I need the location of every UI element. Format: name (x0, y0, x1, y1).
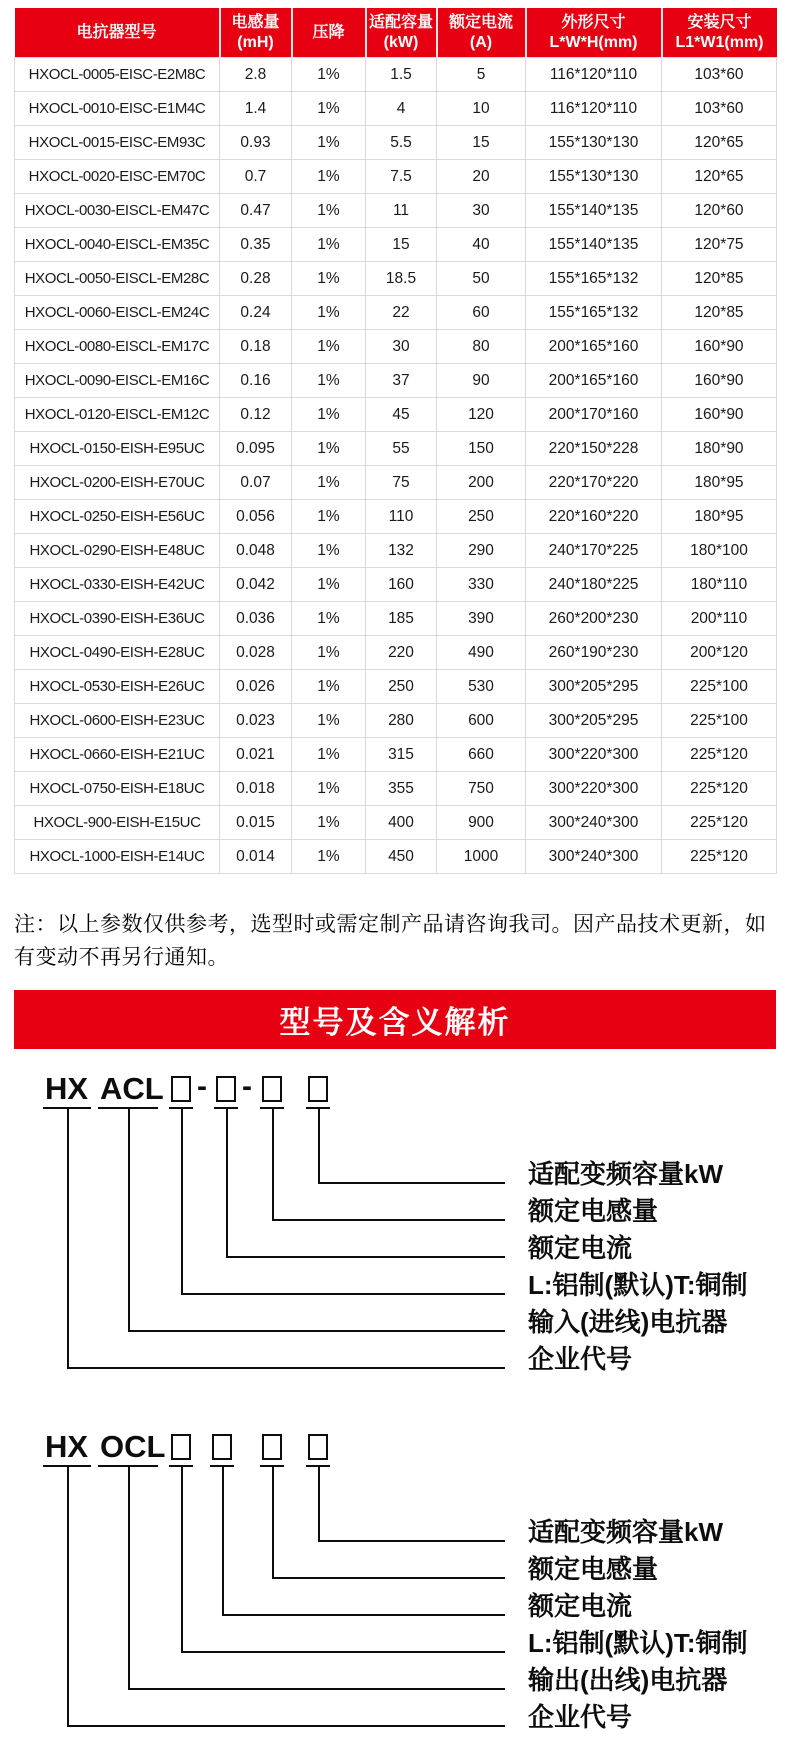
value-cell: 0.018 (220, 772, 292, 806)
value-cell: 132 (366, 534, 437, 568)
value-cell: 50 (437, 262, 526, 296)
model-cell: HXOCL-900-EISH-E15UC (15, 806, 220, 840)
model-placeholder-box (262, 1076, 282, 1102)
header-cell: 外形尺寸 L*W*H(mm) (526, 8, 662, 58)
value-cell: 0.28 (220, 262, 292, 296)
value-cell: 103*60 (662, 58, 777, 92)
model-cell: HXOCL-0530-EISH-E26UC (15, 670, 220, 704)
value-cell: 260*190*230 (526, 636, 662, 670)
value-cell: 0.07 (220, 466, 292, 500)
value-cell: 225*120 (662, 840, 777, 874)
value-cell: 220 (366, 636, 437, 670)
value-cell: 15 (437, 126, 526, 160)
value-cell: 390 (437, 602, 526, 636)
value-cell: 7.5 (366, 160, 437, 194)
value-cell: 0.023 (220, 704, 292, 738)
table-row (15, 58, 777, 92)
value-cell: 10 (437, 92, 526, 126)
model-cell: HXOCL-1000-EISH-E14UC (15, 840, 220, 874)
value-cell: 330 (437, 568, 526, 602)
diagram-label: L:铝制(默认)T:铜制 (528, 1270, 748, 1300)
value-cell: 355 (366, 772, 437, 806)
value-cell: 160*90 (662, 330, 777, 364)
value-cell: 1% (292, 466, 366, 500)
model-placeholder-box (171, 1434, 191, 1460)
value-cell: 11 (366, 194, 437, 228)
value-cell: 225*100 (662, 670, 777, 704)
value-cell: 45 (366, 398, 437, 432)
model-placeholder-box (262, 1434, 282, 1460)
model-code-text: OCL (100, 1429, 166, 1464)
value-cell: 220*160*220 (526, 500, 662, 534)
table-row (15, 636, 777, 670)
table-row (15, 500, 777, 534)
value-cell: 120 (437, 398, 526, 432)
value-cell: 225*100 (662, 704, 777, 738)
value-cell: 0.036 (220, 602, 292, 636)
value-cell: 5.5 (366, 126, 437, 160)
value-cell: 160 (366, 568, 437, 602)
value-cell: 1% (292, 704, 366, 738)
table-row (15, 432, 777, 466)
diagram-label: L:铝制(默认)T:铜制 (528, 1628, 748, 1658)
value-cell: 660 (437, 738, 526, 772)
value-cell: 0.028 (220, 636, 292, 670)
table-row (15, 602, 777, 636)
value-cell: 200 (437, 466, 526, 500)
value-cell: 40 (437, 228, 526, 262)
value-cell: 200*120 (662, 636, 777, 670)
value-cell: 1% (292, 840, 366, 874)
value-cell: 530 (437, 670, 526, 704)
connector-line (318, 1467, 505, 1542)
model-cell: HXOCL-0005-EISC-E2M8C (15, 58, 220, 92)
value-cell: 0.7 (220, 160, 292, 194)
value-cell: 300*220*300 (526, 772, 662, 806)
header-cell: 电抗器型号 (15, 8, 220, 58)
value-cell: 0.24 (220, 296, 292, 330)
value-cell: 1% (292, 228, 366, 262)
connector-line (318, 1109, 505, 1184)
model-cell: HXOCL-0050-EISCL-EM28C (15, 262, 220, 296)
value-cell: 200*170*160 (526, 398, 662, 432)
table-row (15, 568, 777, 602)
value-cell: 180*95 (662, 500, 777, 534)
value-cell: 1% (292, 58, 366, 92)
diagram-label: 适配变频容量kW (528, 1517, 724, 1547)
value-cell: 0.021 (220, 738, 292, 772)
value-cell: 150 (437, 432, 526, 466)
value-cell: 900 (437, 806, 526, 840)
value-cell: 0.048 (220, 534, 292, 568)
model-cell: HXOCL-0120-EISCL-EM12C (15, 398, 220, 432)
value-cell: 300*205*295 (526, 704, 662, 738)
value-cell: 300*240*300 (526, 840, 662, 874)
value-cell: 1% (292, 568, 366, 602)
value-cell: 5 (437, 58, 526, 92)
section-banner (14, 990, 776, 1049)
value-cell: 1% (292, 126, 366, 160)
table-row (15, 806, 777, 840)
value-cell: 490 (437, 636, 526, 670)
value-cell: 1.5 (366, 58, 437, 92)
value-cell: 1% (292, 194, 366, 228)
table-row (15, 262, 777, 296)
value-cell: 30 (366, 330, 437, 364)
model-diagram-input-reactor (0, 1071, 790, 1383)
value-cell: 160*90 (662, 364, 777, 398)
spec-table (14, 8, 777, 874)
table-row (15, 466, 777, 500)
value-cell: 120*85 (662, 262, 777, 296)
model-cell: HXOCL-0200-EISH-E70UC (15, 466, 220, 500)
model-placeholder-box (216, 1076, 236, 1102)
value-cell: 60 (437, 296, 526, 330)
value-cell: 225*120 (662, 738, 777, 772)
diagram-label: 额定电感量 (528, 1196, 659, 1226)
value-cell: 180*110 (662, 568, 777, 602)
value-cell: 120*65 (662, 160, 777, 194)
value-cell: 120*65 (662, 126, 777, 160)
value-cell: 1% (292, 432, 366, 466)
value-cell: 750 (437, 772, 526, 806)
value-cell: 4 (366, 92, 437, 126)
value-cell: 2.8 (220, 58, 292, 92)
table-row (15, 160, 777, 194)
model-cell: HXOCL-0010-EISC-E1M4C (15, 92, 220, 126)
value-cell: 20 (437, 160, 526, 194)
value-cell: 250 (366, 670, 437, 704)
value-cell: 0.16 (220, 364, 292, 398)
table-row (15, 364, 777, 398)
model-cell: HXOCL-0330-EISH-E42UC (15, 568, 220, 602)
header-cell: 电感量 (mH) (220, 8, 292, 58)
value-cell: 180*90 (662, 432, 777, 466)
model-code-text: HX (45, 1071, 89, 1106)
value-cell: 600 (437, 704, 526, 738)
value-cell: 0.18 (220, 330, 292, 364)
value-cell: 1% (292, 738, 366, 772)
value-cell: 225*120 (662, 772, 777, 806)
spec-table-header (15, 8, 777, 58)
value-cell: 240*170*225 (526, 534, 662, 568)
header-cell: 安装尺寸 L1*W1(mm) (662, 8, 777, 58)
table-row (15, 704, 777, 738)
table-row (15, 772, 777, 806)
value-cell: 0.93 (220, 126, 292, 160)
model-cell: HXOCL-0020-EISC-EM70C (15, 160, 220, 194)
value-cell: 300*205*295 (526, 670, 662, 704)
value-cell: 0.47 (220, 194, 292, 228)
model-cell: HXOCL-0490-EISH-E28UC (15, 636, 220, 670)
table-row (15, 398, 777, 432)
diagram-label: 额定电流 (528, 1233, 633, 1263)
value-cell: 1.4 (220, 92, 292, 126)
section-banner-title: 型号及含义解析 (279, 1005, 511, 1040)
diagram-label: 额定电流 (528, 1591, 633, 1621)
value-cell: 1000 (437, 840, 526, 874)
model-cell: HXOCL-0060-EISCL-EM24C (15, 296, 220, 330)
table-row (15, 194, 777, 228)
value-cell: 400 (366, 806, 437, 840)
value-cell: 155*140*135 (526, 228, 662, 262)
model-cell: HXOCL-0030-EISCL-EM47C (15, 194, 220, 228)
diagram-label: 输入(进线)电抗器 (528, 1307, 728, 1337)
model-placeholder-box (171, 1076, 191, 1102)
model-placeholder-box (308, 1076, 328, 1102)
value-cell: 300*240*300 (526, 806, 662, 840)
model-code-text: ACL (100, 1071, 164, 1106)
value-cell: 260*200*230 (526, 602, 662, 636)
value-cell: 0.095 (220, 432, 292, 466)
model-cell: HXOCL-0750-EISH-E18UC (15, 772, 220, 806)
value-cell: 185 (366, 602, 437, 636)
value-cell: 37 (366, 364, 437, 398)
value-cell: 220*150*228 (526, 432, 662, 466)
value-cell: 90 (437, 364, 526, 398)
value-cell: 315 (366, 738, 437, 772)
value-cell: 1% (292, 806, 366, 840)
model-cell: HXOCL-0660-EISH-E21UC (15, 738, 220, 772)
model-placeholder-box (212, 1434, 232, 1460)
value-cell: 15 (366, 228, 437, 262)
value-cell: 1% (292, 262, 366, 296)
value-cell: 80 (437, 330, 526, 364)
note-text: 注：以上参数仅供参考，选型时或需定制产品请咨询我司。因产品技术更新，如有变动不再另行通知。 (14, 913, 767, 969)
table-row (15, 738, 777, 772)
value-cell: 55 (366, 432, 437, 466)
table-row (15, 840, 777, 874)
model-separator-dash: - (242, 1070, 252, 1103)
value-cell: 1% (292, 602, 366, 636)
value-cell: 220*170*220 (526, 466, 662, 500)
diagram-label: 企业代号 (528, 1702, 633, 1732)
value-cell: 1% (292, 670, 366, 704)
value-cell: 0.056 (220, 500, 292, 534)
model-cell: HXOCL-0080-EISCL-EM17C (15, 330, 220, 364)
model-separator-dash: - (197, 1070, 207, 1103)
model-cell: HXOCL-0290-EISH-E48UC (15, 534, 220, 568)
value-cell: 180*100 (662, 534, 777, 568)
value-cell: 155*165*132 (526, 262, 662, 296)
diagram-label: 输出(出线)电抗器 (528, 1665, 728, 1695)
header-cell: 适配容量 (kW) (366, 8, 437, 58)
value-cell: 0.026 (220, 670, 292, 704)
value-cell: 0.12 (220, 398, 292, 432)
value-cell: 1% (292, 534, 366, 568)
value-cell: 160*90 (662, 398, 777, 432)
model-cell: HXOCL-0150-EISH-E95UC (15, 432, 220, 466)
value-cell: 1% (292, 92, 366, 126)
value-cell: 22 (366, 296, 437, 330)
model-cell: HXOCL-0040-EISCL-EM35C (15, 228, 220, 262)
model-cell: HXOCL-0600-EISH-E23UC (15, 704, 220, 738)
value-cell: 0.042 (220, 568, 292, 602)
value-cell: 200*165*160 (526, 364, 662, 398)
value-cell: 18.5 (366, 262, 437, 296)
value-cell: 250 (437, 500, 526, 534)
value-cell: 103*60 (662, 92, 777, 126)
value-cell: 1% (292, 364, 366, 398)
table-row (15, 92, 777, 126)
value-cell: 280 (366, 704, 437, 738)
model-code-text: HX (45, 1429, 89, 1464)
value-cell: 0.35 (220, 228, 292, 262)
diagram-label: 适配变频容量kW (528, 1159, 724, 1189)
table-row (15, 126, 777, 160)
value-cell: 200*110 (662, 602, 777, 636)
table-row (15, 330, 777, 364)
value-cell: 120*85 (662, 296, 777, 330)
value-cell: 290 (437, 534, 526, 568)
value-cell: 120*60 (662, 194, 777, 228)
table-row (15, 228, 777, 262)
model-cell: HXOCL-0390-EISH-E36UC (15, 602, 220, 636)
value-cell: 155*140*135 (526, 194, 662, 228)
value-cell: 300*220*300 (526, 738, 662, 772)
value-cell: 155*130*130 (526, 160, 662, 194)
value-cell: 30 (437, 194, 526, 228)
value-cell: 1% (292, 398, 366, 432)
header-cell: 额定电流 (A) (437, 8, 526, 58)
table-row (15, 296, 777, 330)
value-cell: 200*165*160 (526, 330, 662, 364)
value-cell: 75 (366, 466, 437, 500)
value-cell: 1% (292, 772, 366, 806)
value-cell: 225*120 (662, 806, 777, 840)
header-cell: 压降 (292, 8, 366, 58)
value-cell: 120*75 (662, 228, 777, 262)
value-cell: 1% (292, 330, 366, 364)
model-placeholder-box (308, 1434, 328, 1460)
value-cell: 240*180*225 (526, 568, 662, 602)
model-diagram-output-reactor (0, 1429, 790, 1741)
value-cell: 155*165*132 (526, 296, 662, 330)
diagram-label: 企业代号 (528, 1344, 633, 1374)
value-cell: 1% (292, 500, 366, 534)
model-cell: HXOCL-0250-EISH-E56UC (15, 500, 220, 534)
value-cell: 116*120*110 (526, 58, 662, 92)
value-cell: 110 (366, 500, 437, 534)
value-cell: 180*95 (662, 466, 777, 500)
value-cell: 155*130*130 (526, 126, 662, 160)
value-cell: 0.015 (220, 806, 292, 840)
value-cell: 0.014 (220, 840, 292, 874)
table-row (15, 670, 777, 704)
model-cell: HXOCL-0015-EISC-EM93C (15, 126, 220, 160)
value-cell: 450 (366, 840, 437, 874)
value-cell: 1% (292, 160, 366, 194)
table-row (15, 534, 777, 568)
value-cell: 1% (292, 296, 366, 330)
model-cell: HXOCL-0090-EISCL-EM16C (15, 364, 220, 398)
diagram-label: 额定电感量 (528, 1554, 659, 1584)
value-cell: 1% (292, 636, 366, 670)
value-cell: 116*120*110 (526, 92, 662, 126)
